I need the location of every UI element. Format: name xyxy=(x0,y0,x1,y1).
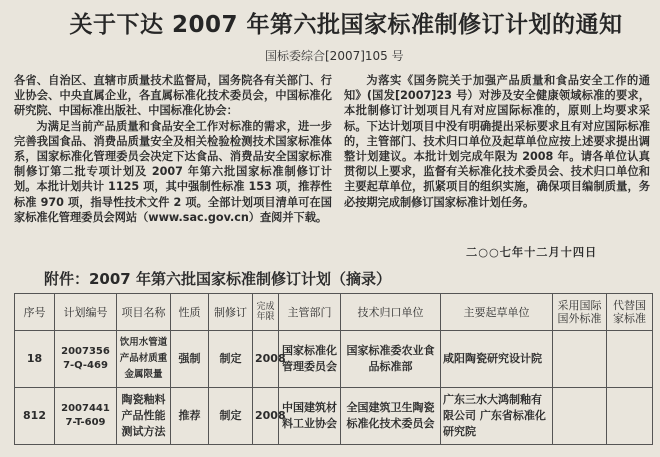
header-drafter: 主要起草单位 xyxy=(441,294,553,331)
cell-intl-std xyxy=(553,331,607,388)
issue-date: 二○○七年十二月十四日 xyxy=(466,246,598,259)
table-row xyxy=(15,388,653,445)
cell-plan-no: 2007441 7-T-609 xyxy=(55,388,117,445)
header-plan-no: 计划编号 xyxy=(55,294,117,331)
plan-table xyxy=(14,293,653,445)
cell-drafter: 咸阳陶瓷研究设计院 xyxy=(441,331,553,388)
header-replaces: 代替国家标准 xyxy=(607,294,653,331)
header-tech-unit: 技术归口单位 xyxy=(341,294,441,331)
table-row xyxy=(15,331,653,388)
document-title: 关于下达 2007 年第六批国家标准制修订计划的通知 xyxy=(69,12,623,38)
cell-department: 国家标准化管理委员会 xyxy=(279,331,341,388)
body-right-column xyxy=(344,73,650,210)
cell-department: 中国建筑材料工业协会 xyxy=(279,388,341,445)
cell-nature: 强制 xyxy=(171,331,209,388)
body-left-column xyxy=(14,73,332,225)
body-paragraph-1: 为满足当前产品质量和食品安全工作对标准的需求，进一步完善我国食品、消费品质量安全及相关检验检测技术国家标准体系，国家标准化管理委员会决定下达食品、消费品安全国家标准制修订第二批专项计划及 2007 年第六批国家标准制修订计划。本批计划共计 1125 项，其中强制性标准 153 项，推荐性标准 970 项，指导性技术文件 2 项。全部计划项目清单可在国家标准化管理委员会网站（www.sac.gov.cn）查阅并下载。 xyxy=(14,119,332,224)
cell-intl-std xyxy=(553,388,607,445)
header-year: 完成年限 xyxy=(253,294,279,331)
header-name: 项目名称 xyxy=(117,294,171,331)
cell-drafter: 广东三水大鸿制釉有限公司 广东省标准化研究院 xyxy=(441,388,553,445)
cell-revision: 制定 xyxy=(209,388,253,445)
cell-nature: 推荐 xyxy=(171,388,209,445)
cell-plan-no: 2007356 7-Q-469 xyxy=(55,331,117,388)
recipients-paragraph: 各省、自治区、直辖市质量技术监督局，国务院各有关部门、行业协会、中央直属企业，各直属标准化技术委员会，中国标准化研究院、中国标准出版社、中国标准化协会： xyxy=(14,74,332,118)
header-revision: 制修订 xyxy=(209,294,253,331)
table-header-row xyxy=(15,294,653,331)
header-intl-std: 采用国际国外标准 xyxy=(553,294,607,331)
cell-seq: 812 xyxy=(15,388,55,445)
appendix-title: 附件：2007 年第六批国家标准制修订计划（摘录） xyxy=(44,270,391,288)
cell-tech-unit: 国家标准委农业食品标准部 xyxy=(341,331,441,388)
cell-seq: 18 xyxy=(15,331,55,388)
cell-name: 饮用水管道产品材质重金属限量 xyxy=(117,331,171,388)
cell-year: 2008 xyxy=(253,331,279,388)
header-seq: 序号 xyxy=(15,294,55,331)
cell-tech-unit: 全国建筑卫生陶瓷标准化技术委员会 xyxy=(341,388,441,445)
header-nature: 性质 xyxy=(171,294,209,331)
cell-name: 陶瓷釉料产品性能测试方法 xyxy=(117,388,171,445)
header-department: 主管部门 xyxy=(279,294,341,331)
cell-revision: 制定 xyxy=(209,331,253,388)
body-paragraph-2: 为落实《国务院关于加强产品质量和食品安全工作的通知》(国发[2007]23 号）对涉及安全健康领域标准的要求，本批制修订计划项目凡有对应国际标准的，原则上均要求采标。下达计划项目中没有明确提出采标要求且有对应国际标准的，主管部门、技术归口单位及起草单位应按上述要求提出调整计划建议。本批计划完成年限为 2008 年。请各单位认真贯彻以上要求，监督有关标准化技术委员会、技术归口单位和主要起草单位，抓紧项目的组织实施，确保项目编制质量，务必按期完成制修订国家标准计划任务。 xyxy=(344,74,650,209)
document-number: 国标委综合[2007]105 号 xyxy=(265,49,404,63)
cell-replaces xyxy=(607,331,653,388)
cell-year: 2008 xyxy=(253,388,279,445)
cell-replaces xyxy=(607,388,653,445)
